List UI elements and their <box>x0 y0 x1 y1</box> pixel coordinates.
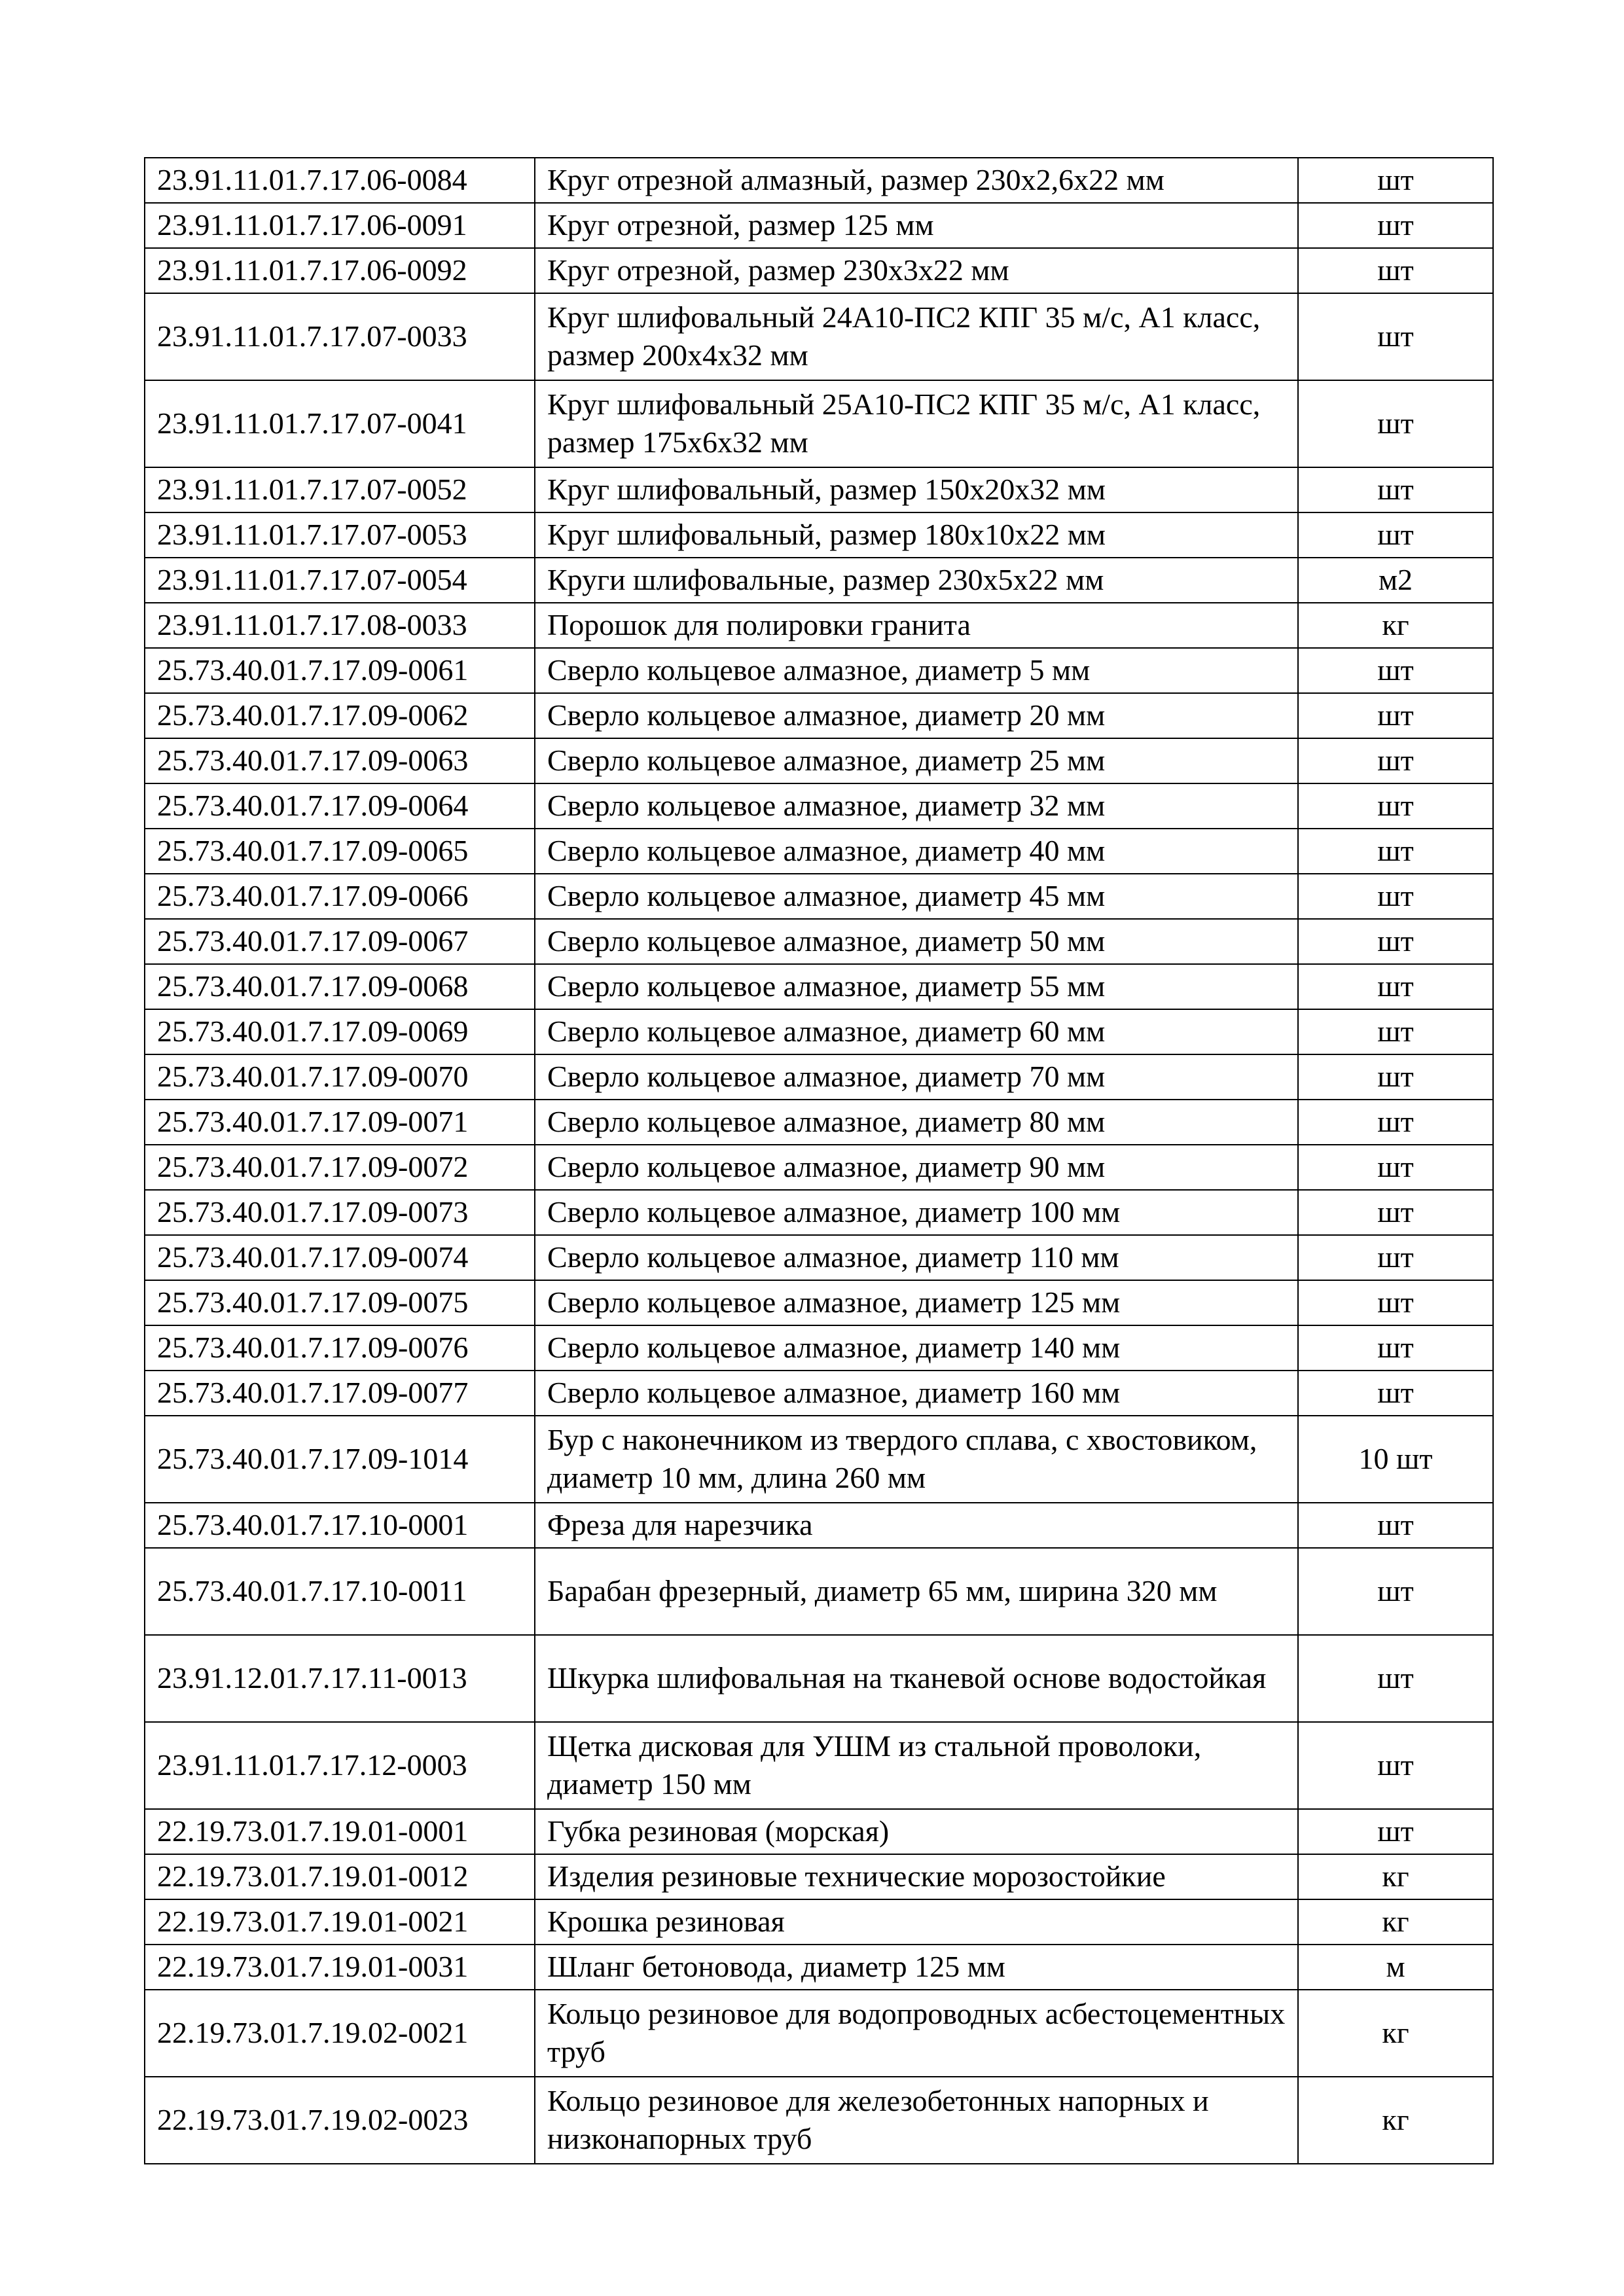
resource-code-cell: 25.73.40.01.7.17.09-0064 <box>145 783 535 829</box>
resource-unit-cell: шт <box>1298 1503 1493 1548</box>
resource-unit-cell: шт <box>1298 467 1493 512</box>
table-row <box>145 919 1493 964</box>
table-row <box>145 1280 1493 1325</box>
resource-code-cell: 23.91.11.01.7.17.12-0003 <box>145 1722 535 1809</box>
resource-code-cell: 23.91.11.01.7.17.06-0092 <box>145 248 535 293</box>
resource-unit-cell: м <box>1298 1945 1493 1990</box>
resource-unit-cell: 10 шт <box>1298 1416 1493 1503</box>
resource-name-cell: Сверло кольцевое алмазное, диаметр 140 мм <box>535 1325 1298 1371</box>
table-row <box>145 293 1493 380</box>
resource-unit-cell: шт <box>1298 203 1493 248</box>
resource-name-cell: Круг отрезной, размер 230х3х22 мм <box>535 248 1298 293</box>
resource-name-cell: Сверло кольцевое алмазное, диаметр 70 мм <box>535 1054 1298 1100</box>
table-row <box>145 1809 1493 1854</box>
resource-name-cell: Сверло кольцевое алмазное, диаметр 125 мм <box>535 1280 1298 1325</box>
resource-unit-cell: шт <box>1298 1235 1493 1280</box>
table-row <box>145 874 1493 919</box>
resource-code-cell: 23.91.11.01.7.17.06-0084 <box>145 158 535 203</box>
resource-name-cell: Порошок для полировки гранита <box>535 603 1298 648</box>
table-row <box>145 603 1493 648</box>
table-row <box>145 1990 1493 2077</box>
resource-code-cell: 23.91.11.01.7.17.08-0033 <box>145 603 535 648</box>
resource-name-cell: Фреза для нарезчика <box>535 1503 1298 1548</box>
resource-unit-cell: шт <box>1298 964 1493 1009</box>
resource-unit-cell: кг <box>1298 1990 1493 2077</box>
resource-name-cell: Круг отрезной алмазный, размер 230х2,6х22 мм <box>535 158 1298 203</box>
table-row <box>145 1722 1493 1809</box>
resource-unit-cell: шт <box>1298 1190 1493 1235</box>
table-row <box>145 1899 1493 1945</box>
table-row <box>145 829 1493 874</box>
resource-unit-cell: шт <box>1298 874 1493 919</box>
resource-code-cell: 25.73.40.01.7.17.09-0065 <box>145 829 535 874</box>
table-row <box>145 380 1493 467</box>
resource-unit-cell: шт <box>1298 829 1493 874</box>
resource-table <box>144 157 1494 2164</box>
resource-name-cell: Круг шлифовальный, размер 180х10х22 мм <box>535 512 1298 558</box>
resource-name-cell: Круги шлифовальные, размер 230х5х22 мм <box>535 558 1298 603</box>
resource-unit-cell: шт <box>1298 919 1493 964</box>
resource-code-cell: 23.91.11.01.7.17.06-0091 <box>145 203 535 248</box>
table-row <box>145 203 1493 248</box>
resource-unit-cell: шт <box>1298 1054 1493 1100</box>
table-row <box>145 964 1493 1009</box>
table-row <box>145 1503 1493 1548</box>
resource-code-cell: 25.73.40.01.7.17.09-1014 <box>145 1416 535 1503</box>
table-row <box>145 1371 1493 1416</box>
resource-unit-cell: кг <box>1298 2077 1493 2164</box>
resource-unit-cell: шт <box>1298 248 1493 293</box>
resource-code-cell: 25.73.40.01.7.17.09-0073 <box>145 1190 535 1235</box>
table-row <box>145 783 1493 829</box>
table-row <box>145 158 1493 203</box>
resource-unit-cell: шт <box>1298 1280 1493 1325</box>
resource-code-cell: 25.73.40.01.7.17.09-0074 <box>145 1235 535 1280</box>
resource-code-cell: 23.91.11.01.7.17.07-0033 <box>145 293 535 380</box>
resource-name-cell: Сверло кольцевое алмазное, диаметр 90 мм <box>535 1145 1298 1190</box>
resource-name-cell: Сверло кольцевое алмазное, диаметр 60 мм <box>535 1009 1298 1054</box>
resource-unit-cell: кг <box>1298 603 1493 648</box>
resource-name-cell: Кольцо резиновое для железобетонных напорных и низконапорных труб <box>535 2077 1298 2164</box>
resource-name-cell: Сверло кольцевое алмазное, диаметр 5 мм <box>535 648 1298 693</box>
table-row <box>145 512 1493 558</box>
resource-unit-cell: шт <box>1298 512 1493 558</box>
resource-name-cell: Сверло кольцевое алмазное, диаметр 50 мм <box>535 919 1298 964</box>
table-row <box>145 1416 1493 1503</box>
resource-name-cell: Сверло кольцевое алмазное, диаметр 45 мм <box>535 874 1298 919</box>
resource-code-cell: 22.19.73.01.7.19.01-0012 <box>145 1854 535 1899</box>
table-row <box>145 1945 1493 1990</box>
resource-unit-cell: шт <box>1298 293 1493 380</box>
resource-unit-cell: шт <box>1298 1100 1493 1145</box>
resource-name-cell: Сверло кольцевое алмазное, диаметр 32 мм <box>535 783 1298 829</box>
resource-name-cell: Щетка дисковая для УШМ из стальной проволоки, диаметр 150 мм <box>535 1722 1298 1809</box>
table-row <box>145 248 1493 293</box>
resource-unit-cell: шт <box>1298 648 1493 693</box>
resource-unit-cell: шт <box>1298 380 1493 467</box>
resource-name-cell: Губка резиновая (морская) <box>535 1809 1298 1854</box>
resource-code-cell: 22.19.73.01.7.19.01-0021 <box>145 1899 535 1945</box>
resource-name-cell: Сверло кольцевое алмазное, диаметр 160 мм <box>535 1371 1298 1416</box>
resource-unit-cell: кг <box>1298 1899 1493 1945</box>
resource-code-cell: 23.91.12.01.7.17.11-0013 <box>145 1635 535 1722</box>
resource-code-cell: 23.91.11.01.7.17.07-0054 <box>145 558 535 603</box>
resource-name-cell: Сверло кольцевое алмазное, диаметр 20 мм <box>535 693 1298 738</box>
resource-code-cell: 25.73.40.01.7.17.09-0075 <box>145 1280 535 1325</box>
table-row <box>145 2077 1493 2164</box>
table-row <box>145 558 1493 603</box>
resource-name-cell: Круг шлифовальный 25А10-ПС2 КПГ 35 м/с, А1 класс, размер 175х6х32 мм <box>535 380 1298 467</box>
resource-name-cell: Сверло кольцевое алмазное, диаметр 110 мм <box>535 1235 1298 1280</box>
resource-name-cell: Сверло кольцевое алмазное, диаметр 80 мм <box>535 1100 1298 1145</box>
resource-unit-cell: шт <box>1298 158 1493 203</box>
resource-code-cell: 25.73.40.01.7.17.09-0061 <box>145 648 535 693</box>
resource-name-cell: Барабан фрезерный, диаметр 65 мм, ширина 320 мм <box>535 1548 1298 1635</box>
resource-code-cell: 23.91.11.01.7.17.07-0053 <box>145 512 535 558</box>
resource-code-cell: 25.73.40.01.7.17.09-0071 <box>145 1100 535 1145</box>
resource-code-cell: 25.73.40.01.7.17.09-0077 <box>145 1371 535 1416</box>
resource-unit-cell: шт <box>1298 1635 1493 1722</box>
resource-name-cell: Круг шлифовальный 24А10-ПС2 КПГ 35 м/с, А1 класс, размер 200х4х32 мм <box>535 293 1298 380</box>
resource-unit-cell: шт <box>1298 738 1493 783</box>
resource-unit-cell: шт <box>1298 1371 1493 1416</box>
resource-code-cell: 25.73.40.01.7.17.09-0072 <box>145 1145 535 1190</box>
resource-name-cell: Сверло кольцевое алмазное, диаметр 25 мм <box>535 738 1298 783</box>
resource-code-cell: 23.91.11.01.7.17.07-0052 <box>145 467 535 512</box>
table-row <box>145 738 1493 783</box>
resource-name-cell: Бур с наконечником из твердого сплава, с хвостовиком, диаметр 10 мм, длина 260 мм <box>535 1416 1298 1503</box>
resource-name-cell: Изделия резиновые технические морозостойкие <box>535 1854 1298 1899</box>
resource-code-cell: 25.73.40.01.7.17.09-0070 <box>145 1054 535 1100</box>
table-row <box>145 1145 1493 1190</box>
resource-code-cell: 25.73.40.01.7.17.09-0076 <box>145 1325 535 1371</box>
resource-code-cell: 25.73.40.01.7.17.09-0068 <box>145 964 535 1009</box>
resource-name-cell: Шкурка шлифовальная на тканевой основе водостойкая <box>535 1635 1298 1722</box>
table-row <box>145 1190 1493 1235</box>
resource-code-cell: 25.73.40.01.7.17.09-0063 <box>145 738 535 783</box>
resource-name-cell: Кольцо резиновое для водопроводных асбестоцементных труб <box>535 1990 1298 2077</box>
resource-unit-cell: м2 <box>1298 558 1493 603</box>
resource-code-cell: 25.73.40.01.7.17.09-0067 <box>145 919 535 964</box>
resource-code-cell: 23.91.11.01.7.17.07-0041 <box>145 380 535 467</box>
resource-unit-cell: кг <box>1298 1854 1493 1899</box>
resource-unit-cell: шт <box>1298 1325 1493 1371</box>
resource-code-cell: 22.19.73.01.7.19.02-0023 <box>145 2077 535 2164</box>
resource-unit-cell: шт <box>1298 1009 1493 1054</box>
resource-unit-cell: шт <box>1298 693 1493 738</box>
resource-unit-cell: шт <box>1298 1809 1493 1854</box>
table-row <box>145 1100 1493 1145</box>
table-row <box>145 467 1493 512</box>
resource-unit-cell: шт <box>1298 783 1493 829</box>
resource-code-cell: 22.19.73.01.7.19.01-0031 <box>145 1945 535 1990</box>
resource-code-cell: 25.73.40.01.7.17.10-0011 <box>145 1548 535 1635</box>
resource-unit-cell: шт <box>1298 1722 1493 1809</box>
table-row <box>145 648 1493 693</box>
resource-name-cell: Сверло кольцевое алмазное, диаметр 55 мм <box>535 964 1298 1009</box>
table-row <box>145 1548 1493 1635</box>
table-row <box>145 1854 1493 1899</box>
resource-code-cell: 25.73.40.01.7.17.10-0001 <box>145 1503 535 1548</box>
resource-name-cell: Крошка резиновая <box>535 1899 1298 1945</box>
table-row <box>145 693 1493 738</box>
table-row <box>145 1635 1493 1722</box>
resource-code-cell: 22.19.73.01.7.19.01-0001 <box>145 1809 535 1854</box>
table-row <box>145 1054 1493 1100</box>
table-row <box>145 1325 1493 1371</box>
resource-code-cell: 25.73.40.01.7.17.09-0066 <box>145 874 535 919</box>
resource-table-body <box>145 158 1493 2164</box>
table-row <box>145 1235 1493 1280</box>
resource-unit-cell: шт <box>1298 1145 1493 1190</box>
resource-code-cell: 22.19.73.01.7.19.02-0021 <box>145 1990 535 2077</box>
resource-name-cell: Круг шлифовальный, размер 150х20х32 мм <box>535 467 1298 512</box>
resource-name-cell: Круг отрезной, размер 125 мм <box>535 203 1298 248</box>
resource-name-cell: Сверло кольцевое алмазное, диаметр 40 мм <box>535 829 1298 874</box>
resource-code-cell: 25.73.40.01.7.17.09-0062 <box>145 693 535 738</box>
resource-code-cell: 25.73.40.01.7.17.09-0069 <box>145 1009 535 1054</box>
resource-name-cell: Шланг бетоновода, диаметр 125 мм <box>535 1945 1298 1990</box>
resource-unit-cell: шт <box>1298 1548 1493 1635</box>
table-row <box>145 1009 1493 1054</box>
resource-name-cell: Сверло кольцевое алмазное, диаметр 100 мм <box>535 1190 1298 1235</box>
